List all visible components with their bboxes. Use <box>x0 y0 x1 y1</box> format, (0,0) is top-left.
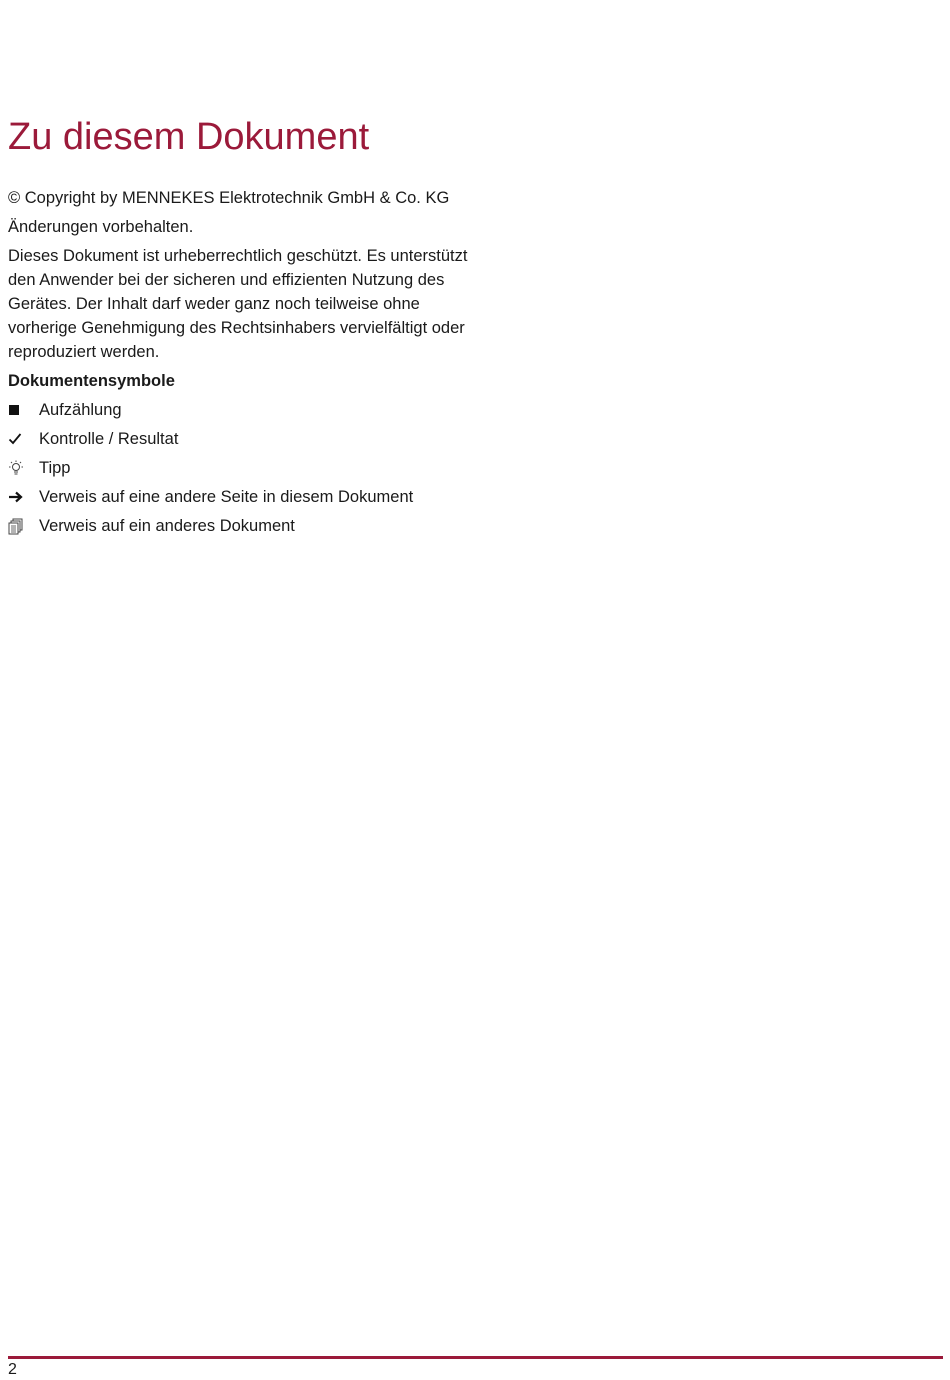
symbol-item-tip <box>8 456 468 480</box>
symbol-item-doc-ref <box>8 514 468 538</box>
footer-divider <box>8 1356 943 1359</box>
symbol-label: Verweis auf eine andere Seite in diesem Dokument <box>39 488 414 506</box>
checkmark-icon <box>8 427 39 451</box>
lightbulb-icon <box>8 456 39 480</box>
document-body <box>8 186 468 543</box>
changes-note: Änderungen vorbehalten. <box>8 218 194 236</box>
square-bullet-icon <box>8 398 39 422</box>
document-stack-icon <box>8 514 39 538</box>
symbol-label: Verweis auf ein anderes Dokument <box>39 517 295 535</box>
page-number: 2 <box>8 1361 17 1378</box>
symbol-label: Aufzählung <box>39 401 122 419</box>
arrow-right-icon <box>8 485 39 509</box>
page-title: Zu diesem Dokument <box>8 116 370 158</box>
symbol-item-page-ref <box>8 485 468 509</box>
symbol-label: Kontrolle / Resultat <box>39 430 179 448</box>
symbol-item-bullet <box>8 398 468 422</box>
copyright-line: © Copyright by MENNEKES Elektrotechnik GmbH & Co. KG <box>8 189 450 207</box>
symbol-label: Tipp <box>39 459 71 477</box>
symbols-heading: Dokumentensymbole <box>8 372 175 390</box>
description-paragraph: Dieses Dokument ist urheberrechtlich geschützt. Es unterstützt den Anwender bei der sicheren und effizienten Nutzung des Gerätes. Der Inhalt darf weder ganz noch teilweise ohne vorherige Genehmigung des Rechtsinhabers vervielfältigt oder reproduziert werden. <box>8 247 468 361</box>
symbols-list <box>8 398 468 538</box>
symbol-item-check <box>8 427 468 451</box>
